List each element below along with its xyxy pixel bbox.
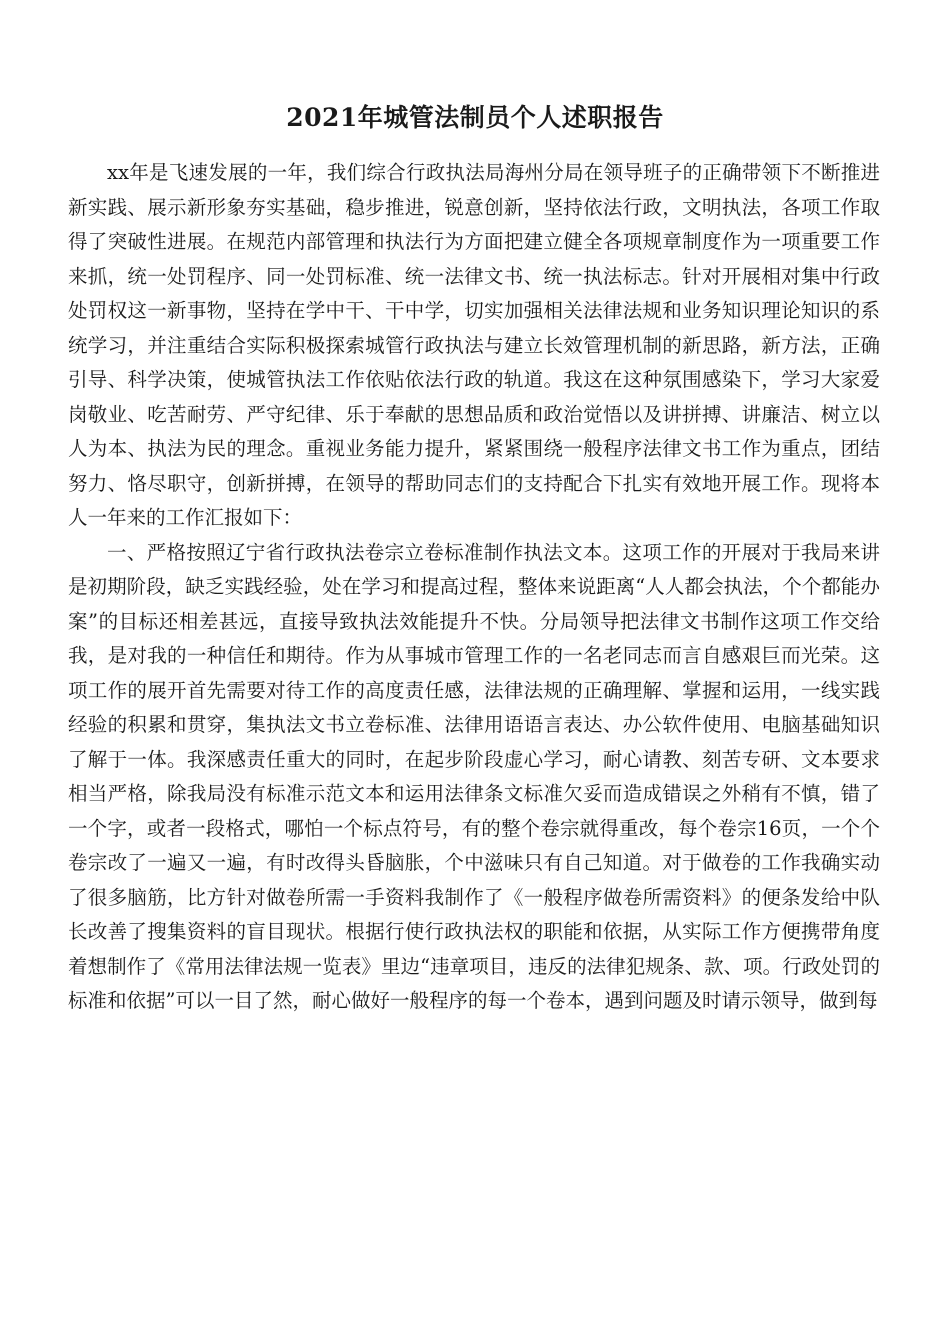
document-title: 2021年城管法制员个人述职报告 [286,103,664,132]
document-body [68,156,880,1019]
paragraph-intro: xx年是飞速发展的一年，我们综合行政执法局海州分局在领导班子的正确带领下不断推进新实践、展示新形象夯实基础，稳步推进，锐意创新，坚持依法行政，文明执法，各项工作取得了突破性进展。在规范内部管理和执法行为方面把建立健全各项规章制度作为一项重要工作来抓，统一处罚程序、同一处罚标准、统一法律文书、统一执法标志。针对开展相对集中行政处罚权这一新事物，坚持在学中干、干中学，切实加强相关法律法规和业务知识理论知识的系统学习，并注重结合实际积极探索城管行政执法与建立长效管理机制的新思路，新方法，正确引导、科学决策，使城管执法工作依贴依法行政的轨道。我这在这种氛围感染下，学习大家爱岗敬业、吃苦耐劳、严守纪律、乐于奉献的思想品质和政治觉悟以及讲拼搏、讲廉洁、树立以人为本、执法为民的理念。重视业务能力提升，紧紧围绕一般程序法律文书工作为重点，团结努力、恪尽职守，创新拼搏，在领导的帮助同志们的支持配合下扎实有效地开展工作。现将本人一年来的工作汇报如下： [68,161,880,529]
paragraph-section-one: 一、严格按照辽宁省行政执法卷宗立卷标准制作执法文本。这项工作的开展对于我局来讲是初期阶段，缺乏实践经验，处在学习和提高过程，整体来说距离“人人都会执法，个个都能办案”的目标还相差甚远，直接导致执法效能提升不快。分局领导把法律文书制作这项工作交给我，是对我的一种信任和期待。作为从事城市管理工作的一名老同志而言自感艰巨而光荣。这项工作的展开首先需要对待工作的高度责任感，法律法规的正确理解、掌握和运用，一线实践经验的积累和贯穿，集执法文书立卷标准、法律用语语言表达、办公软件使用、电脑基础知识了解于一体。我深感责任重大的同时，在起步阶段虚心学习，耐心请教、刻苦专研、文本要求相当严格，除我局没有标准示范文本和运用法律条文标准欠妥而造成错误之外稍有不慎，错了一个字，或者一段格式，哪怕一个标点符号，有的整个卷宗就得重改，每个卷宗16页，一个个卷宗改了一遍又一遍，有时改得头昏脑胀，个中滋味只有自己知道。对于做卷的工作我确实动了很多脑筋，比方针对做卷所需一手资料我制作了《一般程序做卷所需资料》的便条发给中队长改善了搜集资料的盲目现状。根据行使行政执法权的职能和依据，从实际工作方便携带角度着想制作了《常用法律法规一览表》里边“违章项目，违反的法律犯规条、款、项。行政处罚的标准和依据”可以一目了然，耐心做好一般程序的每一个卷本，遇到问题及时请示领导，做到每 [68,540,880,1012]
